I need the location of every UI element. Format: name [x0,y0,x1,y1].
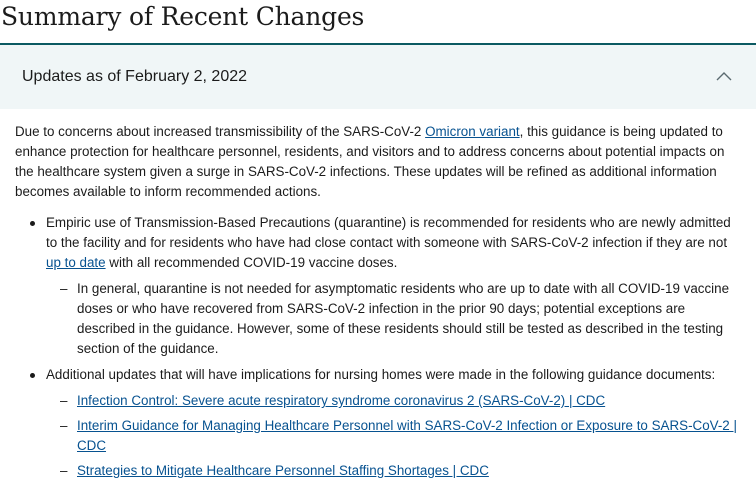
page-title: Summary of Recent Changes [1,2,365,31]
omicron-variant-link[interactable]: Omicron variant [425,124,520,139]
quarantine-sublist [46,279,743,359]
accordion-content [15,122,743,487]
quarantine-text-end: with all recommended COVID-19 vaccine doses. [105,255,398,270]
guidance-links-list [46,391,743,481]
intro-text-end: , this guidance is being updated to enhance protection for healthcare personnel, residents, and visitors and to address concerns about potential impacts on the healthcare system given a surge in SARS-CoV-2 infections. These updates will be refined as additional information becomes available to inform recommended actions. [15,124,725,199]
accordion-title: Updates as of February 2, 2022 [22,68,248,85]
healthcare-personnel-guidance-link[interactable]: Interim Guidance for Managing Healthcare Personnel with SARS-CoV-2 Infection or Exposure to SARS-CoV-2 | CDC [77,418,737,453]
accordion-header[interactable] [0,45,756,109]
chevron-up-icon[interactable] [714,69,734,83]
list-item-quarantine [15,213,743,359]
intro-text-start: Due to concerns about increased transmissibility of the SARS-CoV-2 [15,124,426,139]
quarantine-text-start: Empiric use of Transmission-Based Precautions (quarantine) is recommended for residents who are newly admitted to the facility and for residents who have had close contact with someone with SARS-CoV-2 infection if they are not [46,215,731,250]
up-to-date-link[interactable]: up to date [46,255,106,270]
list-item [46,416,743,456]
list-item [46,461,743,481]
infection-control-link[interactable]: Infection Control: Severe acute respiratory syndrome coronavirus 2 (SARS-CoV-2) | CDC [77,393,606,408]
staffing-shortages-link[interactable]: Strategies to Mitigate Healthcare Personnel Staffing Shortages | CDC [77,463,489,478]
list-item-additional-updates [15,365,743,481]
updates-list [15,213,743,481]
additional-updates-text: Additional updates that will have implications for nursing homes were made in the following guidance documents: [46,367,716,382]
intro-paragraph [15,122,743,202]
list-item [46,391,743,411]
sublist-item-exceptions: – In general, quarantine is not needed for asymptomatic residents who are up to date with all COVID-19 vaccine doses or who have recovered from SARS-CoV-2 infection in the prior 90 days; potential exceptions are described in the guidance. However, some of these residents should still be tested as described in the testing section of the guidance. [46,279,743,359]
